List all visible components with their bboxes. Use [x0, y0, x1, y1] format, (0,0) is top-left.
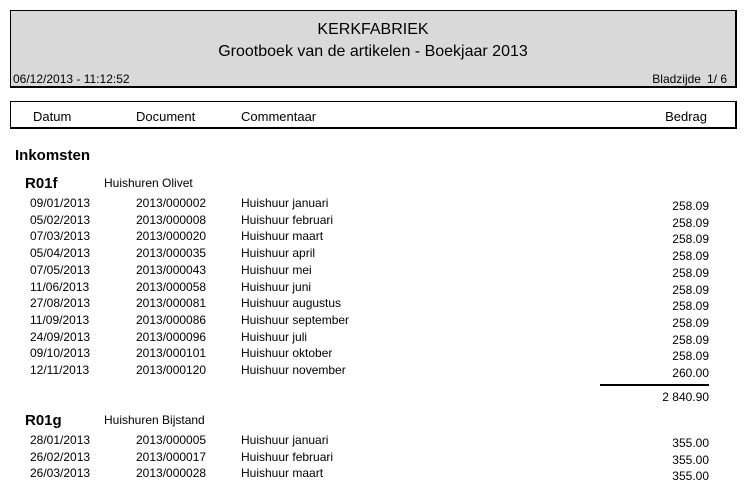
row-document: 2013/000081 — [136, 296, 207, 311]
row-amount: 258.09 — [672, 199, 709, 213]
page-label: Bladzijde — [652, 72, 701, 86]
row-amount: 260.00 — [672, 366, 709, 380]
row-amount: 258.09 — [672, 232, 709, 247]
table-row — [0, 296, 751, 312]
group-code: R01f — [25, 175, 58, 192]
table-row — [0, 213, 751, 229]
table-row — [0, 229, 751, 245]
group-name: Huishuren Bijstand — [104, 413, 205, 427]
row-amount: 258.09 — [672, 215, 709, 230]
group-total: 2 840.90 — [662, 390, 709, 404]
row-date: 07/05/2013 — [30, 262, 91, 277]
group-code: R01g — [25, 412, 62, 429]
row-comment: Huishuur juli — [241, 329, 308, 344]
row-date: 05/04/2013 — [30, 246, 91, 261]
row-document: 2013/000017 — [136, 449, 207, 464]
row-document: 2013/000028 — [136, 466, 207, 481]
column-header-date: Datum — [33, 109, 72, 124]
row-amount: 258.09 — [672, 315, 709, 330]
row-document: 2013/000035 — [136, 246, 207, 261]
page-indicator — [652, 72, 727, 86]
row-comment: Huishuur februari — [241, 212, 334, 227]
table-row — [0, 363, 751, 379]
row-date: 09/01/2013 — [30, 196, 91, 210]
row-date: 12/11/2013 — [30, 363, 90, 377]
row-document: 2013/000002 — [136, 196, 207, 210]
table-row — [0, 280, 751, 296]
row-amount: 355.00 — [672, 436, 709, 450]
row-comment: Huishuur mei — [241, 262, 312, 277]
row-document: 2013/000086 — [136, 312, 207, 327]
row-comment: Huishuur januari — [241, 196, 329, 210]
row-comment: Huishuur maart — [241, 229, 324, 244]
row-document: 2013/000005 — [136, 433, 207, 447]
table-row — [0, 246, 751, 262]
column-header-bar — [10, 101, 737, 129]
row-comment: Huishuur juni — [241, 279, 312, 294]
row-document: 2013/000096 — [136, 329, 207, 344]
row-amount: 258.09 — [672, 265, 709, 280]
row-comment: Huishuur januari — [241, 433, 329, 447]
table-row — [0, 196, 751, 212]
row-amount: 258.09 — [672, 299, 709, 314]
row-amount: 258.09 — [672, 349, 709, 364]
row-comment: Huishuur maart — [241, 466, 324, 481]
row-document: 2013/000120 — [136, 363, 207, 377]
page-number: 1/ 6 — [706, 72, 727, 86]
row-document: 2013/000043 — [136, 262, 207, 277]
row-amount: 258.09 — [672, 249, 709, 264]
row-date: 28/01/2013 — [30, 433, 91, 447]
row-date: 24/09/2013 — [30, 329, 91, 344]
row-date: 27/08/2013 — [30, 296, 91, 311]
table-row — [0, 330, 751, 346]
table-row — [0, 346, 751, 362]
row-amount: 355.00 — [672, 469, 709, 483]
table-row — [0, 263, 751, 279]
row-document: 2013/000101 — [136, 346, 207, 361]
row-comment: Huishuur oktober — [241, 346, 333, 361]
row-comment: Huishuur september — [241, 312, 350, 327]
row-date: 26/03/2013 — [30, 466, 91, 481]
report-subtitle: Grootboek van de artikelen - Boekjaar 2013 — [218, 43, 528, 60]
row-document: 2013/000020 — [136, 229, 207, 244]
row-comment: Huishuur april — [241, 246, 316, 261]
row-date: 26/02/2013 — [30, 449, 91, 464]
report-header — [10, 10, 737, 88]
row-amount: 355.00 — [672, 452, 709, 467]
table-row — [0, 466, 751, 482]
total-rule — [600, 384, 709, 386]
row-date: 11/09/2013 — [30, 312, 90, 327]
table-row — [0, 450, 751, 466]
row-date: 07/03/2013 — [30, 229, 91, 244]
row-date: 05/02/2013 — [30, 212, 91, 227]
row-date: 11/06/2013 — [30, 279, 90, 294]
row-comment: Huishuur februari — [241, 449, 334, 464]
organization-title: KERKFABRIEK — [317, 21, 429, 38]
print-timestamp: 06/12/2013 - 11:12:52 — [13, 72, 130, 86]
column-header-amount: Bedrag — [665, 109, 707, 124]
row-document: 2013/000058 — [136, 279, 207, 294]
row-amount: 258.09 — [672, 332, 709, 347]
row-date: 09/10/2013 — [30, 346, 91, 361]
column-header-comment: Commentaar — [241, 109, 317, 124]
row-comment: Huishuur augustus — [241, 296, 342, 311]
row-document: 2013/000008 — [136, 212, 207, 227]
table-row — [0, 433, 751, 449]
row-amount: 258.09 — [672, 282, 709, 297]
section-title: Inkomsten — [15, 147, 91, 164]
table-row — [0, 313, 751, 329]
column-header-document: Document — [136, 109, 196, 124]
group-name: Huishuren Olivet — [104, 176, 193, 190]
row-comment: Huishuur november — [241, 363, 346, 377]
